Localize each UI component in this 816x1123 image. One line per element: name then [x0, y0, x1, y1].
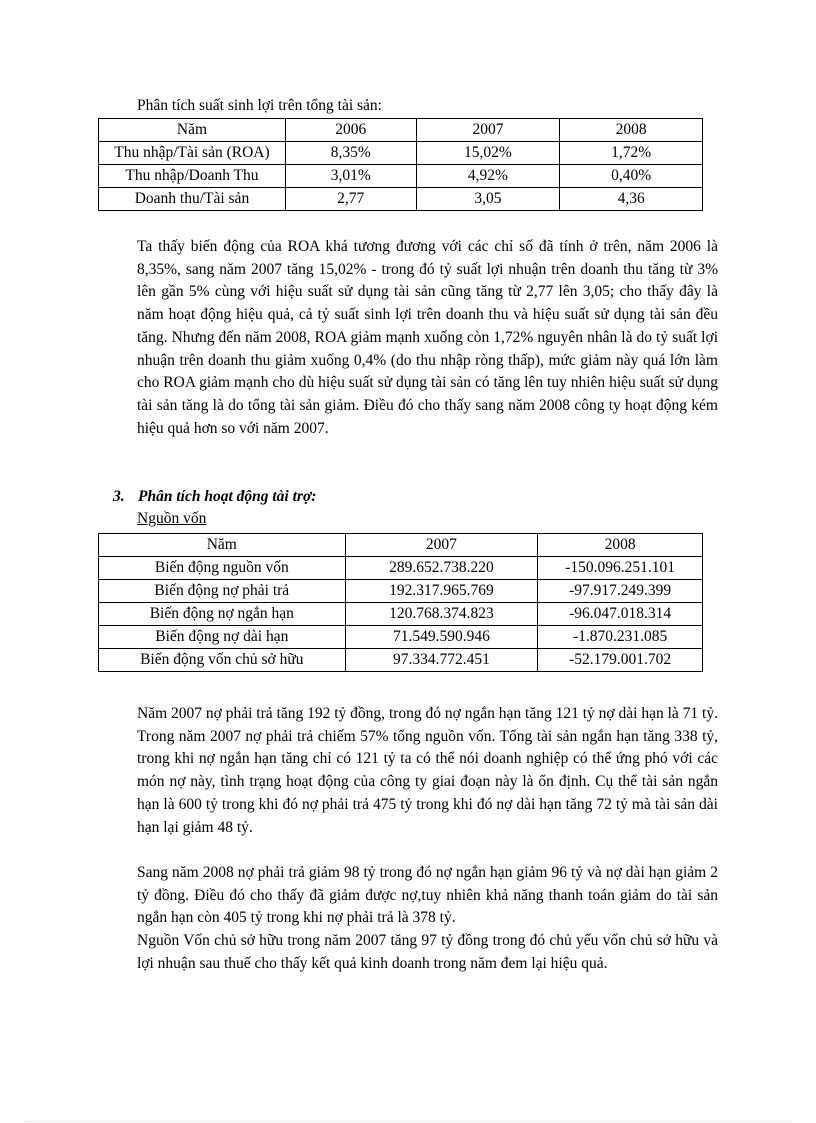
- table-row: [99, 649, 703, 672]
- table-row: [99, 557, 703, 580]
- sub-heading: Nguồn vốn: [137, 510, 207, 527]
- table-header-row: [99, 534, 703, 557]
- table-row: [99, 142, 703, 165]
- table-header-cell: 2008: [538, 534, 703, 557]
- table-header-cell: 2008: [560, 119, 703, 142]
- table-header-cell: Năm: [99, 119, 286, 142]
- table-cell: -97.917.249.399: [538, 580, 703, 603]
- section-number: 3.: [113, 488, 125, 505]
- table-row: [99, 165, 703, 188]
- table-cell: Thu nhập/Tài sản (ROA): [99, 142, 286, 165]
- table-cell: Biến động nợ phải trả: [99, 580, 346, 603]
- table-cell: 97.334.772.451: [345, 649, 538, 672]
- financing-paragraph-2007: Năm 2007 nợ phải trả tăng 192 tỷ đồng, trong đó nợ ngắn hạn tăng 121 tỷ nợ dài hạn là 71 tỷ. Trong năm 2007 nợ phải trả chiếm 57% tổng nguồn vốn. Tổng tài sản ngắn hạn tăng 338 tỷ, trong khi nợ ngắn hạn tăng chỉ có 121 tỷ ta có thể nói doanh nghiệp có thể ứng phó với các món nợ này, tình trạng hoạt động của công ty giai đoạn này là ổn định. Cụ thể tài sản ngắn hạn là 600 tỷ trong khi đó nợ phải trả 475 tỷ trong khi đó nợ dài hạn tăng 72 tỷ mà tài sản dài hạn lại giảm 48 tỷ.: [137, 705, 718, 836]
- table-cell: 8,35%: [285, 142, 416, 165]
- table-header-cell: 2007: [416, 119, 560, 142]
- table-header-cell: 2007: [345, 534, 538, 557]
- table-cell: 15,02%: [416, 142, 560, 165]
- table-row: [99, 188, 703, 211]
- table-cell: 4,36: [560, 188, 703, 211]
- table-cell: 71.549.590.946: [345, 626, 538, 649]
- table-header-cell: 2006: [285, 119, 416, 142]
- financing-table: [98, 533, 703, 672]
- roa-intro: Phân tích suất sinh lợi trên tổng tài sản:: [137, 97, 382, 114]
- roa-table: [98, 118, 703, 211]
- table-cell: Biến động nợ ngắn hạn: [99, 603, 346, 626]
- table-cell: 0,40%: [560, 165, 703, 188]
- table-cell: Biến động nợ dài hạn: [99, 626, 346, 649]
- table-cell: 3,05: [416, 188, 560, 211]
- section-heading: [113, 488, 316, 506]
- section-title: Phân tích hoạt động tài trợ:: [138, 488, 317, 505]
- page-bottom-divider: [24, 1121, 792, 1122]
- table-cell: Biến động nguồn vốn: [99, 557, 346, 580]
- table-cell: 2,77: [285, 188, 416, 211]
- equity-paragraph: Nguồn Vốn chủ sở hữu trong năm 2007 tăng 97 tỷ đồng trong đó chủ yếu vốn chủ sở hữu và lợi nhuận sau thuế cho thấy kết quả kinh doanh trong năm đem lại hiệu quả.: [137, 932, 718, 972]
- table-cell: 120.768.374.823: [345, 603, 538, 626]
- table-row: [99, 580, 703, 603]
- table-cell: -52.179.001.702: [538, 649, 703, 672]
- table-header-cell: Năm: [99, 534, 346, 557]
- table-cell: -1.870.231.085: [538, 626, 703, 649]
- roa-analysis-paragraph: Ta thấy biến động của ROA khá tương đương với các chỉ số đã tính ở trên, năm 2006 là 8,35%, sang năm 2007 tăng 15,02% - trong đó tỷ suất lợi nhuận trên doanh thu tăng từ 3% lên gần 5% cùng với hiệu suất sử dụng tài sản cũng tăng từ 2,77 lên 3,05; cho thấy đây là năm hoạt động hiệu quả, cả tỷ suất sinh lợi trên doanh thu và hiệu suất sử dụng tài sản đều tăng. Nhưng đến năm 2008, ROA giảm mạnh xuống còn 1,72% nguyên nhân là do tỷ suất lợi nhuận trên doanh thu giảm xuống 0,4% (do thu nhập ròng thấp), mức giảm này quá lớn làm cho ROA giảm mạnh cho dù hiệu suất sử dụng tài sản có tăng lên tuy nhiên hiệu suất sử dụng tài sản tăng là do tổng tài sản giảm. Điều đó cho thấy sang năm 2008 công ty hoạt động kém hiệu quả hơn so với năm 2007.: [137, 238, 718, 437]
- table-cell: 289.652.738.220: [345, 557, 538, 580]
- table-cell: 4,92%: [416, 165, 560, 188]
- table-header-row: [99, 119, 703, 142]
- table-row: [99, 626, 703, 649]
- table-cell: -96.047.018.314: [538, 603, 703, 626]
- table-cell: Biến động vốn chủ sở hữu: [99, 649, 346, 672]
- table-cell: -150.096.251.101: [538, 557, 703, 580]
- table-cell: 1,72%: [560, 142, 703, 165]
- table-cell: 192.317.965.769: [345, 580, 538, 603]
- financing-paragraph-2008: Sang năm 2008 nợ phải trả giảm 98 tỷ trong đó nợ ngắn hạn giảm 96 tỷ và nợ dài hạn giảm 2 tỷ đồng. Điều đó cho thấy đã giảm được nợ,tuy nhiên khả năng thanh toán giảm do tài sản ngắn hạn còn 405 tỷ trong khi nợ phải trả là 378 tỷ.: [137, 864, 718, 927]
- table-cell: 3,01%: [285, 165, 416, 188]
- table-cell: Thu nhập/Doanh Thu: [99, 165, 286, 188]
- table-row: [99, 603, 703, 626]
- table-cell: Doanh thu/Tài sản: [99, 188, 286, 211]
